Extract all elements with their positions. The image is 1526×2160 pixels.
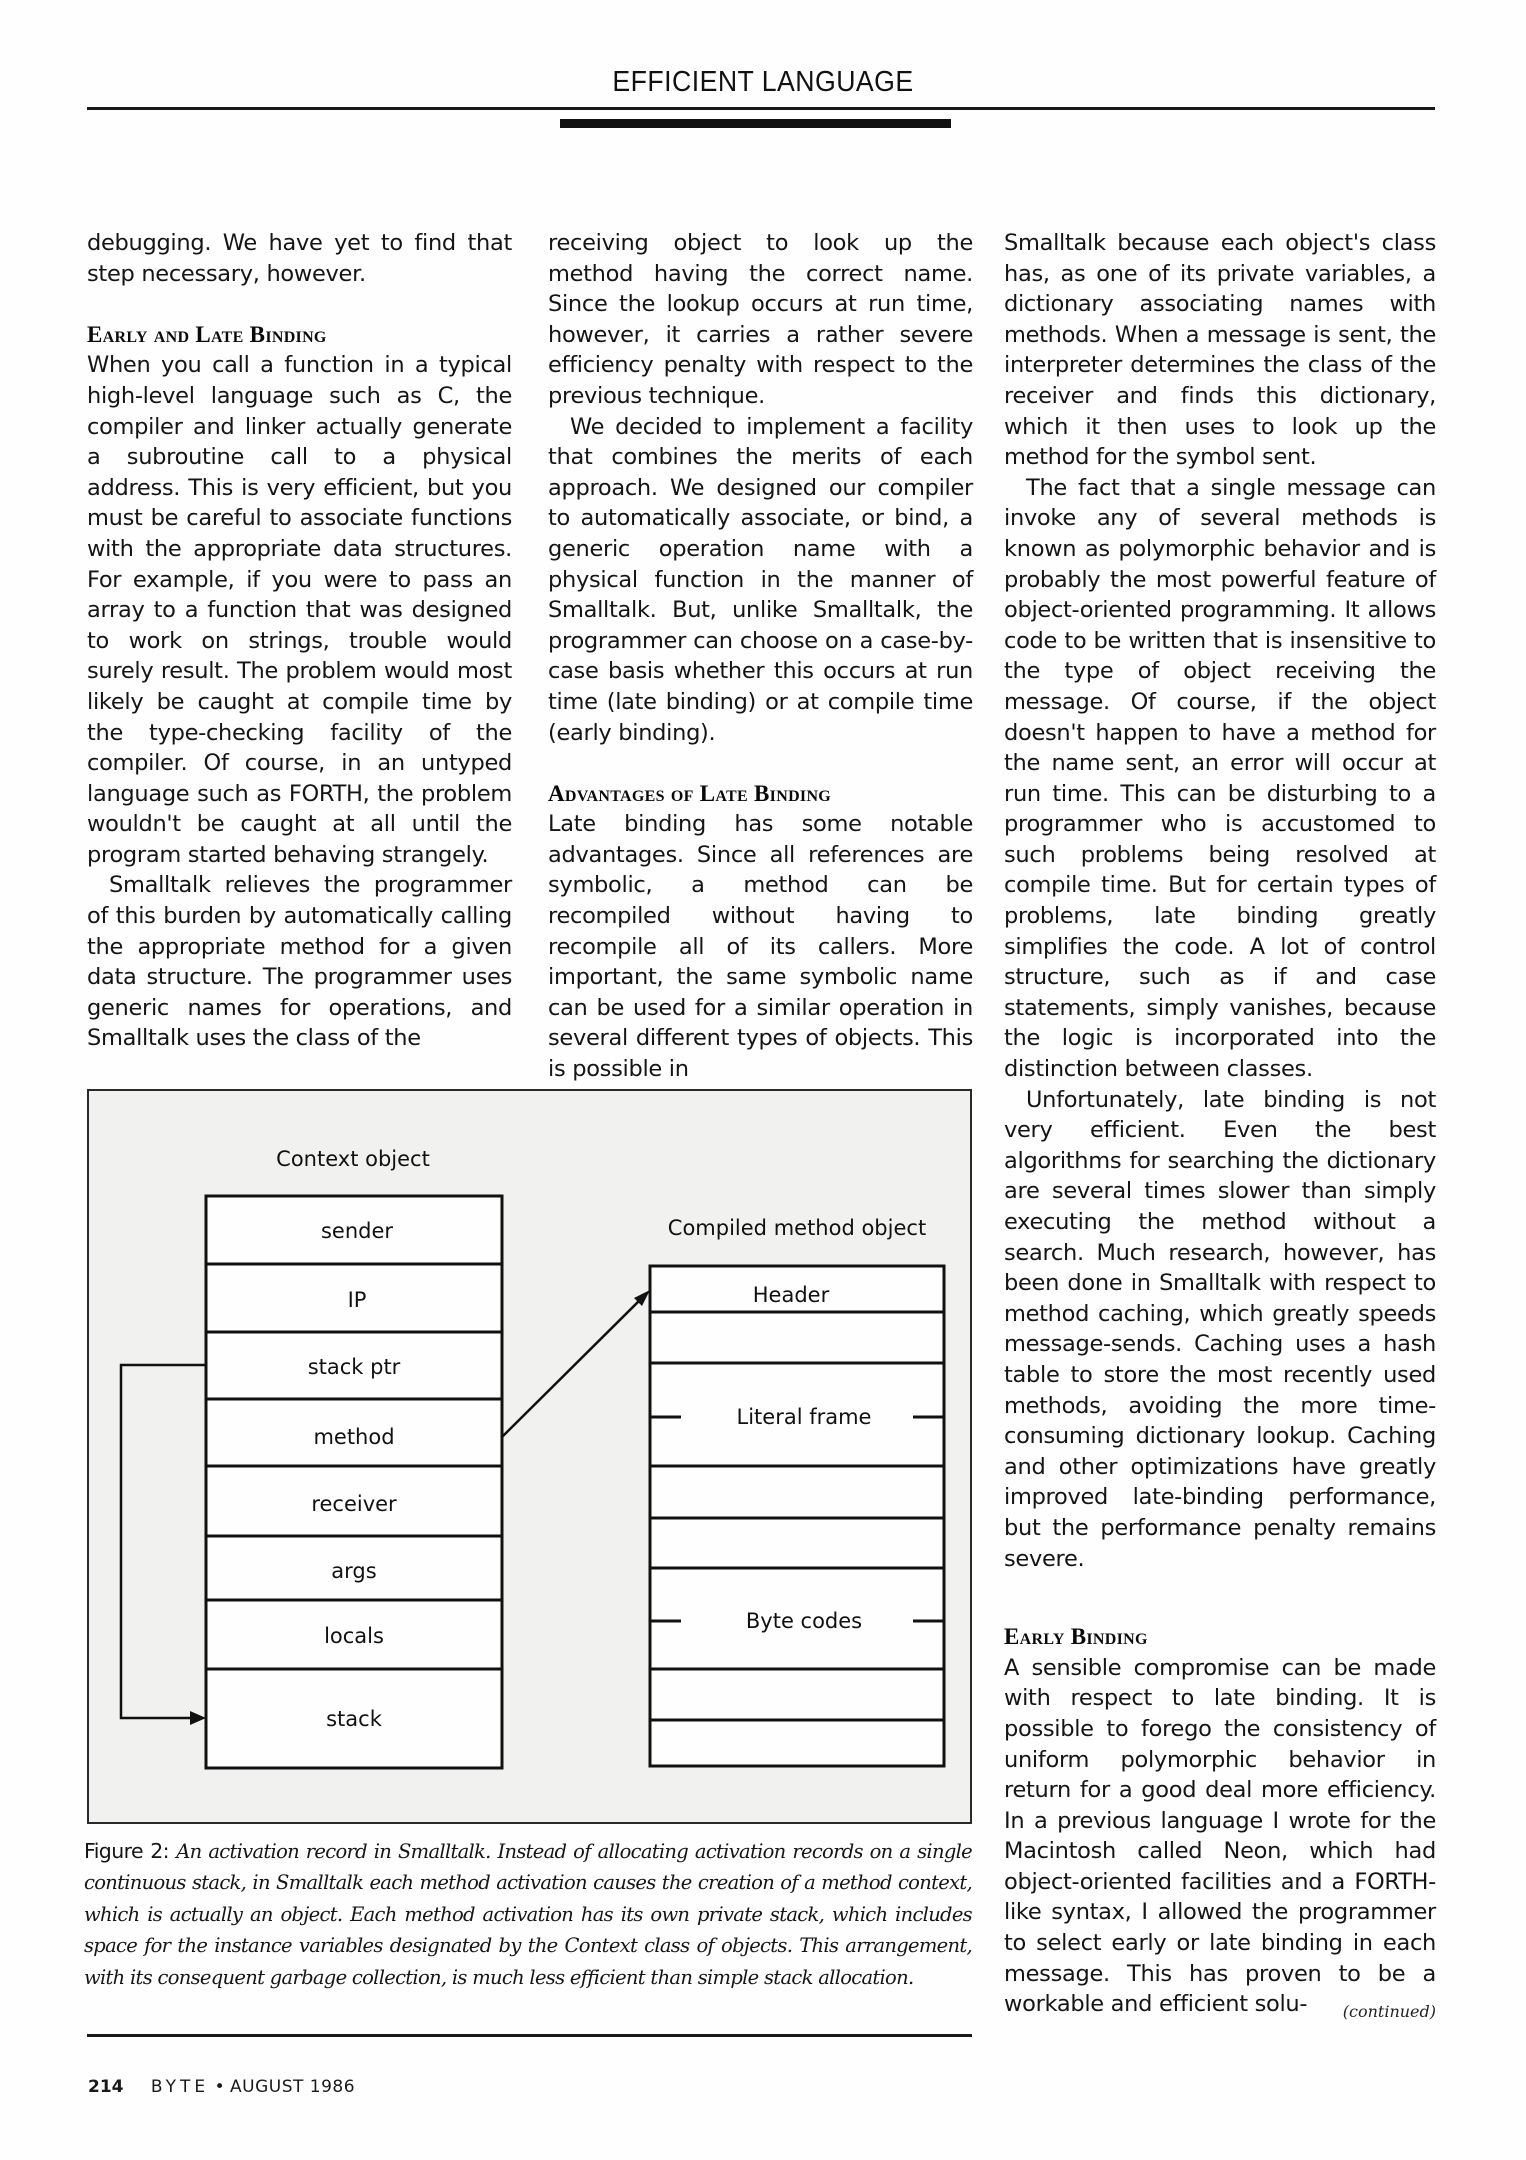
slot-byte-codes: Byte codes bbox=[745, 1609, 863, 1633]
slot-sender: sender bbox=[320, 1219, 394, 1243]
column-middle bbox=[548, 228, 973, 1085]
slot-method: method bbox=[313, 1425, 395, 1449]
section-heading-early-and-late-binding: Early and Late Binding bbox=[87, 321, 327, 347]
slot-ip: IP bbox=[347, 1288, 367, 1312]
slot-literal-frame: Literal frame bbox=[736, 1405, 872, 1429]
slot-locals: locals bbox=[324, 1624, 384, 1648]
paragraph: Smalltalk relieves the programmer of this burden by automatically calling the appropriate method for a given data structure. The programmer uses generic names for operations, and Smalltalk uses the class of the bbox=[87, 872, 512, 1052]
column-right bbox=[1004, 228, 1436, 2020]
continued-note: (continued) bbox=[1342, 2002, 1436, 2021]
stack-ptr-arrow bbox=[121, 1365, 206, 1718]
slot-args: args bbox=[331, 1559, 377, 1583]
footer-separator: • bbox=[214, 2077, 225, 2097]
slot-stack: stack bbox=[326, 1707, 382, 1731]
paragraph: Unfortunately, late binding is not very efficient. Even the best algorithms for searching the dictionary are several times slower than simply executing the method without a search. Much research, however, has been done in Smalltalk with respect to method caching, which greatly speeds message-sends. Caching uses a hash table to store the most recently used methods, avoiding the more time-consuming dictionary lookup. Caching and other optimizations have greatly improved late-binding performance, but the performance penalty remains severe. bbox=[1004, 1086, 1436, 1572]
caption-rule bbox=[87, 2034, 972, 2037]
paragraph: A sensible compromise can be made with respect to late binding. It is possible to forego the consistency of uniform polymorphic behavior in return for a good deal more efficiency. In a previous language I wrote for the Macintosh called Neon, which had object-oriented facilities and a FORTH-like syntax, I allowed the programmer to select early or late binding in each message. This has proven to be a workable and efficient solu- bbox=[1004, 1654, 1436, 2018]
paragraph: debugging. We have yet to find that step necessary, however. bbox=[87, 230, 512, 287]
paragraph: Smalltalk because each object's class has, as one of its private variables, a dictionary associating names with methods. When a message is sent, the interpreter determines the class of the receiver and finds this dictionary, which it then uses to look up the method for the symbol sent. bbox=[1004, 230, 1436, 471]
method-pointer-arrow bbox=[502, 1296, 644, 1437]
paragraph: Late binding has some notable advantages. Since all references are symbolic, a method can be recompiled without having to recompile all of its callers. More important, the same symbolic name can be used for a similar operation in several different types of objects. This is possible in bbox=[548, 811, 973, 1083]
section-heading-advantages-of-late-binding: Advantages of Late Binding bbox=[548, 780, 832, 806]
page-footer bbox=[88, 2077, 355, 2097]
slot-receiver: receiver bbox=[311, 1492, 397, 1516]
issue-date: AUGUST 1986 bbox=[230, 2077, 356, 2097]
context-object-box bbox=[206, 1196, 502, 1768]
slot-stack-ptr: stack ptr bbox=[307, 1355, 401, 1379]
caption-text: An activation record in Smalltalk. Instead of allocating activation records on a single continuous stack, in Smalltalk each method activation causes the creation of a method context, which is actually an object. Each method activation has its own private stack, which includes space for the instance variables designated by the Context class of objects. This arrangement, with its consequent garbage collection, is much less efficient than simple stack allocation. bbox=[84, 1840, 972, 1989]
paragraph: receiving object to look up the method having the correct name. Since the lookup occurs at run time, however, it carries a rather severe efficiency penalty with respect to the previous technique. bbox=[548, 230, 973, 409]
paragraph: We decided to implement a facility that combines the merits of each approach. We designed our compiler to automatically associate, or bind, a generic operation name with a physical function in the manner of Smalltalk. But, unlike Smalltalk, the programmer can choose on a case-by-case basis whether this occurs at run time (late binding) or at compile time (early binding). bbox=[548, 413, 973, 746]
figure-caption bbox=[84, 1836, 972, 1993]
publication-name: BYTE bbox=[150, 2077, 210, 2097]
column-left bbox=[87, 228, 512, 1054]
figure-number: Figure 2: bbox=[84, 1839, 169, 1863]
paragraph: The fact that a single message can invoke any of several methods is known as polymorphic behavior and is probably the most powerful feature of object-oriented programming. It allows code to be written that is insensitive to the type of object receiving the message. Of course, if the object doesn't happen to have a method for the name sent, an error will occur at run time. This can be disturbing to a programmer who is accustomed to such problems being resolved at compile time. But for certain types of problems, late binding greatly simplifies the code. A lot of control structure, such as if and case statements, simply vanishes, because the logic is incorporated into the distinction between classes. bbox=[1004, 474, 1436, 1083]
figure-activation-record bbox=[87, 1089, 972, 1824]
context-object-title: Context object bbox=[276, 1147, 430, 1171]
running-head: EFFICIENT LANGUAGE bbox=[612, 66, 914, 98]
compiled-method-box bbox=[650, 1266, 944, 1766]
header-rule bbox=[87, 107, 1435, 110]
slot-header: Header bbox=[752, 1283, 830, 1307]
activation-record-diagram bbox=[89, 1091, 974, 1826]
arrowhead-icon bbox=[190, 1711, 206, 1725]
section-heading-early-binding: Early Binding bbox=[1004, 1624, 1148, 1650]
page-number: 214 bbox=[88, 2077, 124, 2097]
paragraph: When you call a function in a typical high-level language such as C, the compiler and linker actually generate a subroutine call to a physical address. This is very efficient, but you must be careful to associate functions with the appropriate data structures. For example, if you were to pass an array to a function that was designed to work on strings, trouble would surely result. The problem would most likely be caught at compile time by the type-checking facility of the compiler. Of course, in an untyped language such as FORTH, the problem wouldn't be caught at all until the program started behaving strangely. bbox=[87, 352, 512, 868]
header-accent-bar bbox=[560, 119, 951, 128]
compiled-method-title: Compiled method object bbox=[667, 1216, 927, 1240]
